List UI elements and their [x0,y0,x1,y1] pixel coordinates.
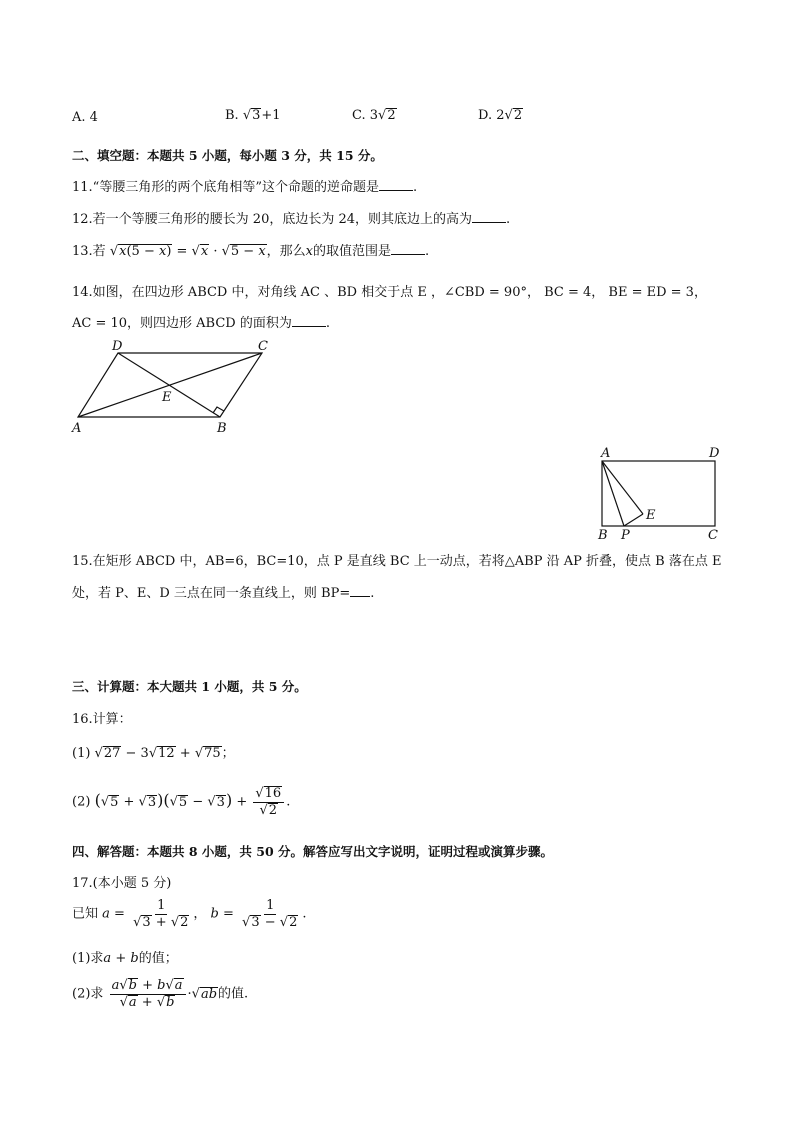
question-17-given: 已知 a = $\frac{1}{√3 + √2}$ ， b = $\frac{1}{√3 - √2}$ . [72,898,307,930]
q15-figure [592,443,727,543]
label-b: B [598,528,608,543]
diagonal-bd [118,353,220,417]
section-fill-in-heading: 二、填空题：本题共 5 小题，每小题 3 分，共 15 分。 [72,148,383,163]
question-13: 13.若 √x(5 − x) = √x · √5 − x，那么x的取值范围是 . [72,244,430,259]
label-a: A [601,446,611,461]
segment-ae [602,461,643,514]
question-15-line-2: 处，若 P、E、D 三点在同一条直线上，则 BP= . [72,586,375,601]
rectangle-abcd [602,461,715,526]
label-c: C [708,528,718,543]
label-b: B [217,421,227,436]
question-15-line-1: 15.在矩形 ABCD 中，AB=6，BC=10，点 P 是直线 BC 上一动点，若将△ABP 沿 AP 折叠，使点 B 落在点 E [72,554,722,569]
question-17-part-2: (2)求 $\frac{a√b + b√a}{√a + √b}$ ·√ab的值. [72,978,249,1010]
label-a: A [72,421,82,436]
right-angle-mark [213,407,224,413]
question-16-title: 16.计算： [72,712,132,727]
answer-blank[interactable] [472,210,506,223]
label-e: E [162,390,172,405]
question-14-line-2: AC = 10，则四边形 ABCD 的面积为 . [72,316,330,331]
question-11: 11.“等腰三角形的两个底角相等”这个命题的逆命题是 . [72,180,418,195]
question-16-part-2: (2) (√5 + √3)(√5 − √3) + $\frac{√16}{√2}$ . [72,786,291,818]
answer-blank[interactable] [350,584,370,597]
answer-blank[interactable] [379,178,413,191]
option-c: C. 3√2 [352,108,396,123]
option-b: B. √3+1 [225,108,281,123]
label-p: P [621,528,630,543]
segment-ap [602,461,624,526]
question-17-part-1: (1)求a + b的值； [72,951,178,966]
question-12: 12.若一个等腰三角形的腰长为 20，底边长为 24，则其底边上的高为 . [72,212,511,227]
section-answer-heading: 四、解答题：本题共 8 小题，共 50 分。解答应写出文字说明，证明过程或演算步骤。 [72,844,554,859]
section-calculation-heading: 三、计算题：本大题共 1 小题，共 5 分。 [72,679,307,694]
label-c: C [258,339,268,354]
question-17-title: 17.(本小题 5 分) [72,876,172,891]
answer-blank[interactable] [292,314,326,327]
question-14-line-1: 14.如图，在四边形 ABCD 中，对角线 AC 、BD 相交于点 E ，∠CBD = 90°， BC = 4， BE = ED = 3， [72,285,707,300]
answer-blank[interactable] [391,242,425,255]
q14-figure [60,335,290,440]
label-d: D [112,339,123,354]
label-d: D [709,446,720,461]
q13-equation: √x(5 − x) = √x · √5 − x [109,244,266,259]
option-d: D. 2√2 [478,108,523,123]
segment-pe [624,514,643,526]
option-a: A. 4 [72,110,98,125]
label-e: E [646,508,656,523]
question-16-part-1: (1) √27 − 3√12 + √75； [72,746,235,761]
